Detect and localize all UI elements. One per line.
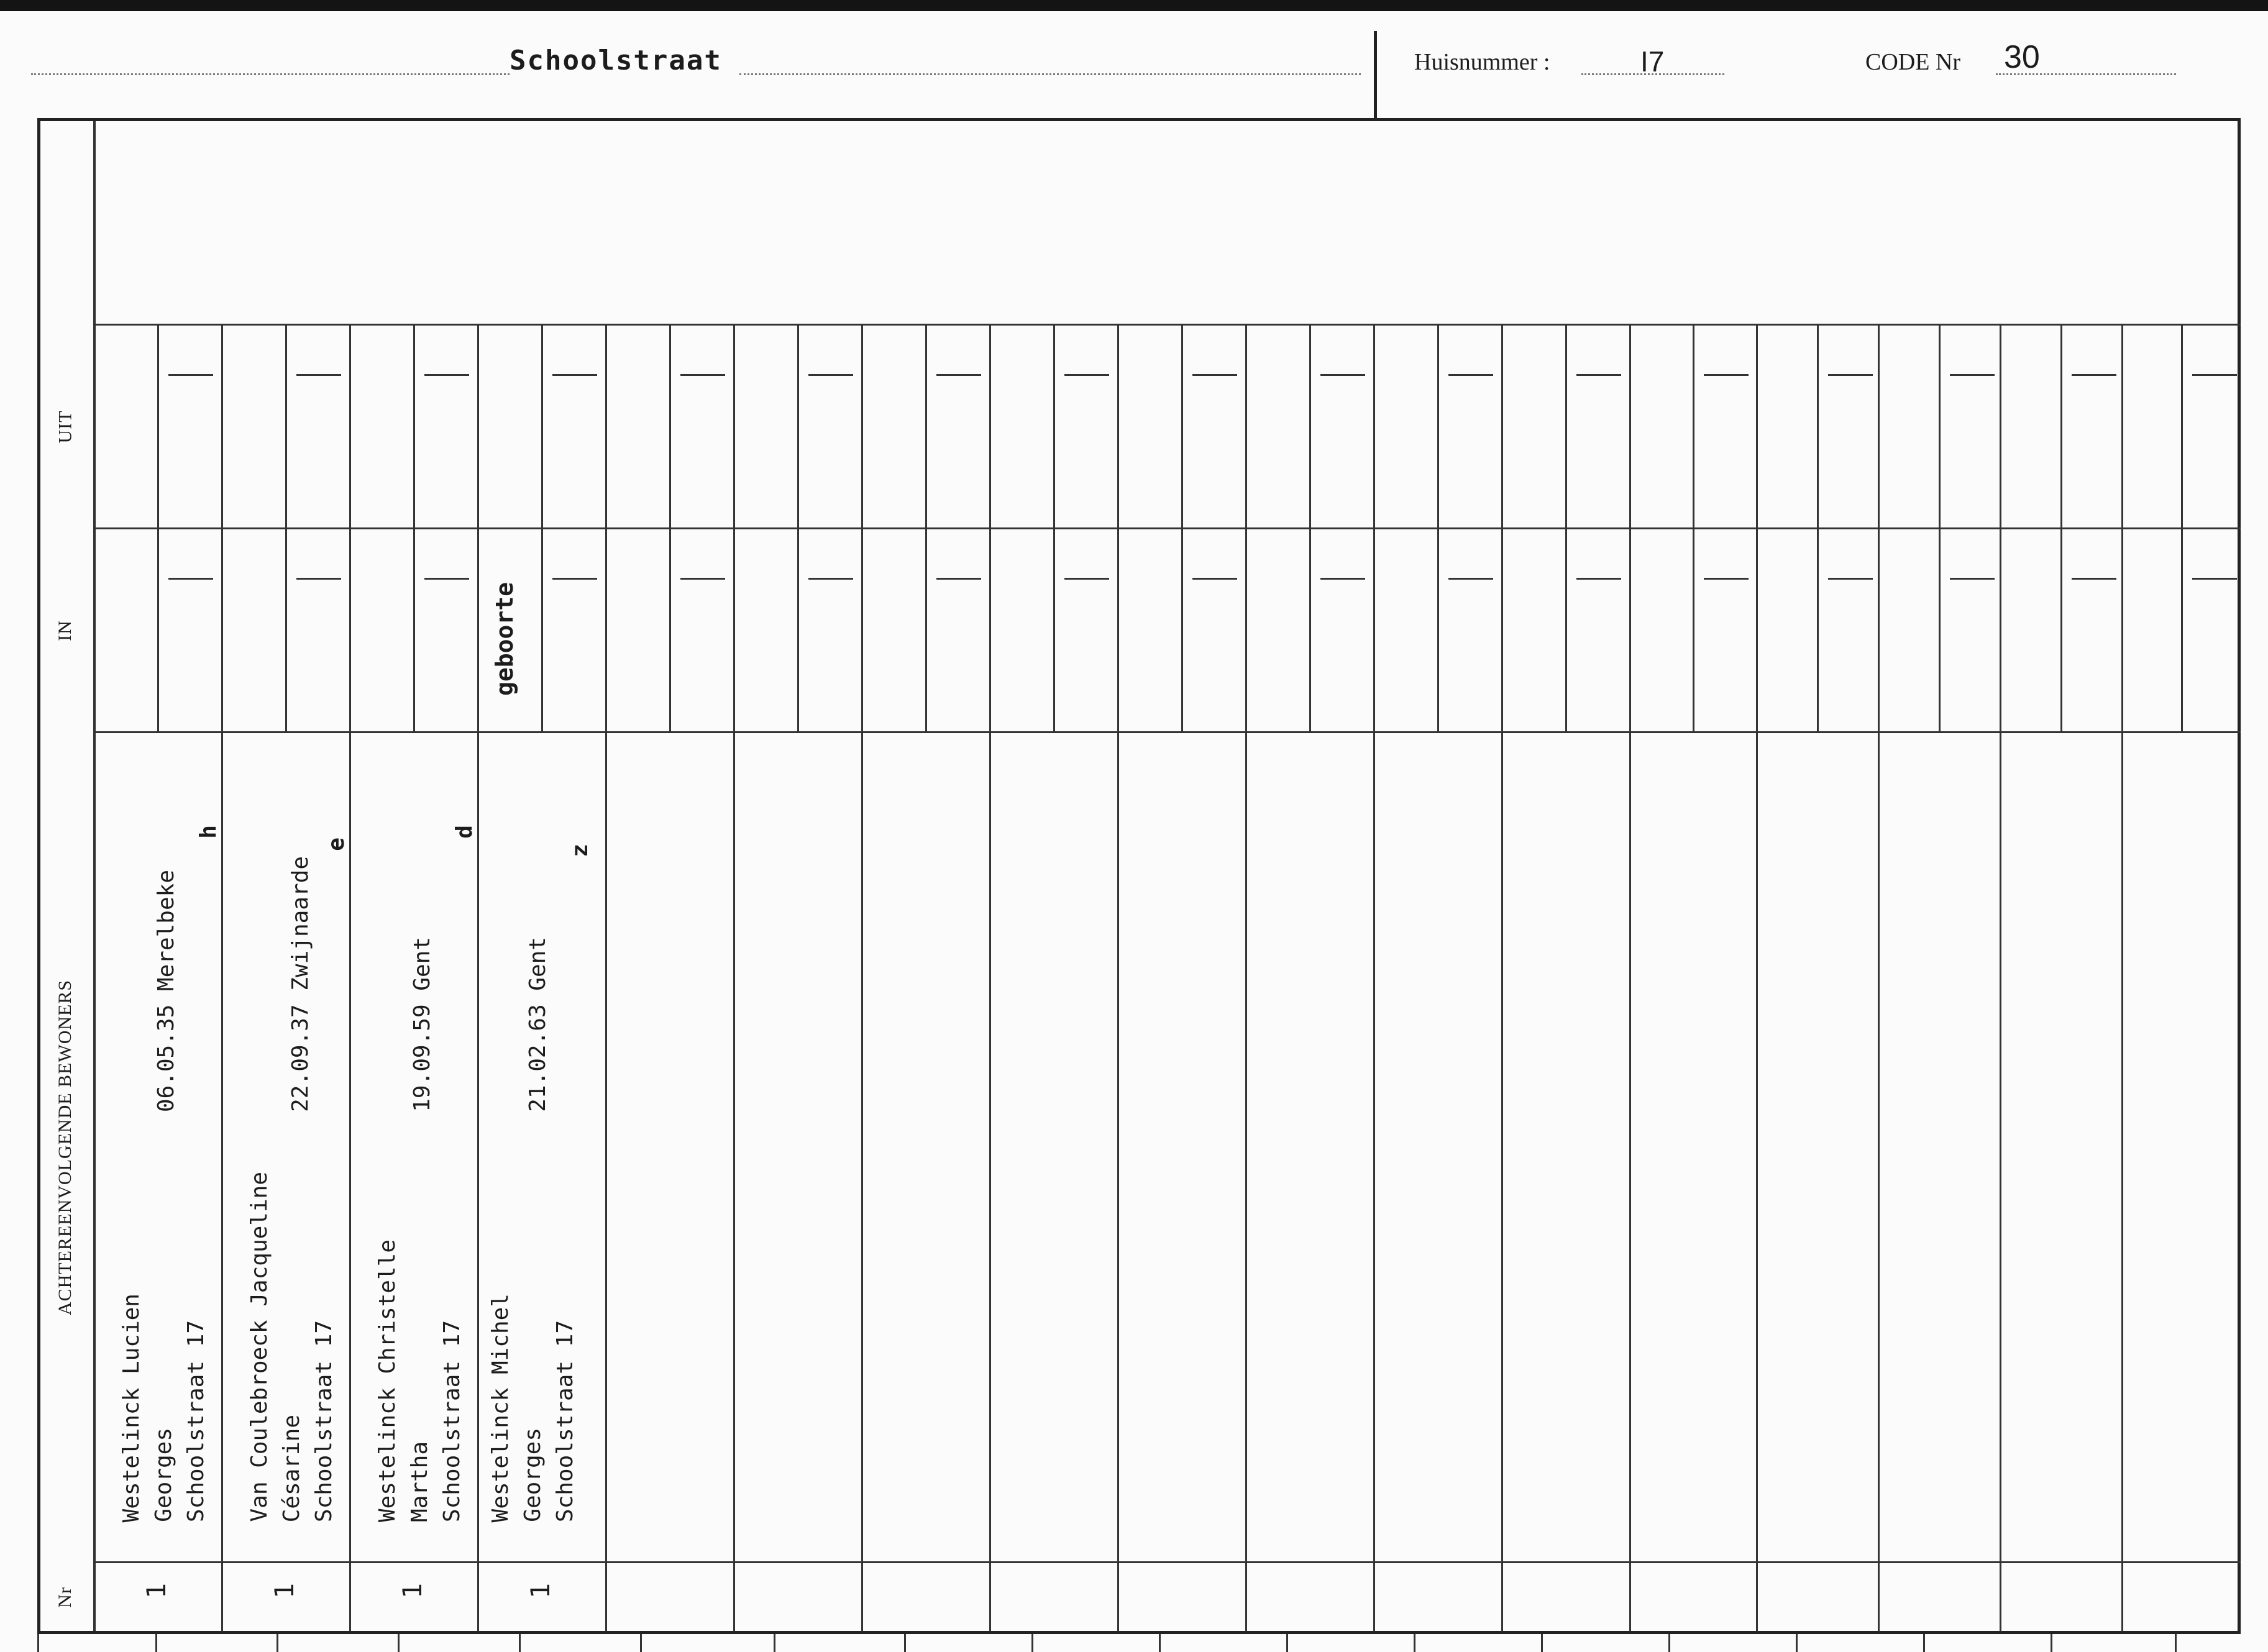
resident-relation: z [567, 844, 593, 857]
empty-in-mark [1704, 578, 1749, 580]
resident-birth: 19.09.59 Gent [409, 937, 435, 1112]
scan-top-edge [0, 0, 2268, 11]
empty-in-mark [296, 578, 341, 580]
bottom-edge-tick [1923, 1634, 1925, 1652]
bottom-edge-tick [277, 1634, 278, 1652]
sub-column-divider [1309, 324, 1311, 731]
house-number-label: Huisnummer : [1414, 49, 1550, 75]
grid-line-in-residents [93, 731, 2241, 733]
empty-in-mark [808, 578, 853, 580]
empty-uit-mark [936, 374, 981, 376]
resident-relation: h [196, 825, 221, 839]
bottom-edge-tick [904, 1634, 906, 1652]
house-number-value: I7 [1640, 45, 1665, 78]
empty-uit-mark [1064, 374, 1109, 376]
resident-relation: e [324, 837, 349, 851]
empty-in-mark [936, 578, 981, 580]
resident-birth: 21.02.63 Gent [525, 937, 551, 1112]
empty-in-mark [680, 578, 725, 580]
resident-given-names: Martha [407, 1441, 432, 1522]
empty-in-mark [552, 578, 597, 580]
bottom-edge-tick [2175, 1634, 2177, 1652]
empty-uit-mark [1828, 374, 1873, 376]
column-divider [2000, 324, 2001, 1631]
empty-in-mark [168, 578, 213, 580]
empty-in-mark [424, 578, 469, 580]
sub-column-divider [157, 324, 159, 731]
resident-entry-4 [477, 739, 605, 1541]
resident-address: Schoolstraat 17 [183, 1320, 209, 1522]
column-divider [861, 324, 863, 1631]
bottom-edge-tick [1414, 1634, 1415, 1652]
resident-relation: d [452, 825, 477, 839]
column-divider [1117, 324, 1119, 1631]
empty-in-mark [1828, 578, 1873, 580]
empty-uit-mark [552, 374, 597, 376]
entry-4-nr: 1 [525, 1582, 556, 1599]
resident-address: Schoolstraat 17 [439, 1320, 465, 1522]
row-label-in: IN [55, 619, 75, 641]
resident-given-names: Georges [520, 1428, 546, 1522]
column-divider [1756, 324, 1758, 1631]
empty-in-mark [1064, 578, 1109, 580]
row-label-uit: UIT [54, 410, 75, 443]
sub-column-divider [1053, 324, 1055, 731]
code-number-label: CODE Nr [1865, 49, 1961, 75]
empty-uit-mark [168, 374, 213, 376]
empty-in-mark [2192, 578, 2237, 580]
empty-uit-mark [680, 374, 725, 376]
column-divider [1245, 324, 1247, 1631]
column-divider [989, 324, 991, 1631]
bottom-edge-tick [37, 1634, 39, 1652]
sub-column-divider [541, 324, 543, 731]
bottom-edge-tick [2051, 1634, 2052, 1652]
resident-name: Westelinck Michel [488, 1293, 513, 1522]
street-name: Schoolstraat [510, 45, 722, 76]
sub-column-divider [2181, 324, 2183, 731]
resident-entry-1 [93, 739, 221, 1541]
empty-uit-mark [2192, 374, 2237, 376]
empty-in-mark [1192, 578, 1237, 580]
header-divider [1374, 31, 1377, 118]
bottom-edge-tick [1031, 1634, 1033, 1652]
empty-in-mark [1950, 578, 1995, 580]
resident-address: Schoolstraat 17 [311, 1320, 337, 1522]
empty-uit-mark [1192, 374, 1237, 376]
column-divider [1629, 324, 1631, 1631]
sub-column-divider [413, 324, 415, 731]
resident-name: Van Coulebroeck Jacqueline [247, 1172, 272, 1522]
empty-uit-mark [1950, 374, 1995, 376]
sub-column-divider [1693, 324, 1694, 731]
resident-birth: 06.05.35 Merelbeke [153, 869, 179, 1112]
grid-line-top-band [93, 324, 2241, 326]
grid-line-residents-nr [93, 1561, 2241, 1563]
empty-uit-mark [2072, 374, 2116, 376]
street-dotted-line-left [31, 73, 510, 75]
row-label-residents: ACHTEREENVOLGENDE BEWONERS [55, 979, 75, 1315]
empty-uit-mark [296, 374, 341, 376]
bottom-edge-tick [398, 1634, 400, 1652]
sub-column-divider [1939, 324, 1941, 731]
empty-in-mark [1320, 578, 1365, 580]
resident-name: Westelinck Christelle [375, 1239, 400, 1522]
bottom-edge-tick [1286, 1634, 1288, 1652]
sub-column-divider [925, 324, 927, 731]
entry-4-in-reason: geboorte [491, 582, 518, 696]
column-divider [2121, 324, 2123, 1631]
resident-entry-3 [349, 739, 477, 1541]
empty-in-mark [2072, 578, 2116, 580]
sub-column-divider [285, 324, 287, 731]
resident-address: Schoolstraat 17 [552, 1320, 578, 1522]
sub-column-divider [1181, 324, 1183, 731]
empty-uit-mark [424, 374, 469, 376]
resident-name: Westelinck Lucien [119, 1293, 144, 1522]
row-label-nr: Nr [55, 1587, 75, 1608]
empty-in-mark [1448, 578, 1493, 580]
code-number-value: 30 [2004, 39, 2040, 75]
bottom-edge-tick [1541, 1634, 1543, 1652]
entry-1-nr: 1 [141, 1582, 172, 1599]
grid-line-uit-in [93, 527, 2241, 529]
empty-uit-mark [1448, 374, 1493, 376]
sub-column-divider [1565, 324, 1567, 731]
column-divider [1373, 324, 1375, 1631]
bottom-edge-tick [1159, 1634, 1161, 1652]
entry-2-nr: 1 [269, 1582, 300, 1599]
empty-in-mark [1576, 578, 1621, 580]
column-divider [733, 324, 735, 1631]
column-divider [605, 324, 607, 1631]
column-divider [1501, 324, 1503, 1631]
sub-column-divider [669, 324, 671, 731]
sub-column-divider [1437, 324, 1439, 731]
sub-column-divider [1817, 324, 1819, 731]
resident-given-names: Georges [151, 1428, 176, 1522]
resident-entry-2 [221, 739, 349, 1541]
bottom-edge-tick [1796, 1634, 1798, 1652]
empty-uit-mark [1320, 374, 1365, 376]
resident-given-names: Césarine [279, 1414, 304, 1522]
empty-uit-mark [1576, 374, 1621, 376]
bottom-edge-tick [519, 1634, 521, 1652]
street-dotted-line-right [739, 73, 1361, 75]
bottom-edge-tick [155, 1634, 157, 1652]
resident-birth: 22.09.37 Zwijnaarde [288, 856, 313, 1112]
empty-uit-mark [808, 374, 853, 376]
entry-3-nr: 1 [397, 1582, 428, 1599]
sub-column-divider [2060, 324, 2062, 731]
bottom-edge-tick [1668, 1634, 1670, 1652]
column-divider [1878, 324, 1880, 1631]
empty-uit-mark [1704, 374, 1749, 376]
bottom-edge-tick [774, 1634, 775, 1652]
sub-column-divider [797, 324, 799, 731]
bottom-edge-tick [640, 1634, 642, 1652]
